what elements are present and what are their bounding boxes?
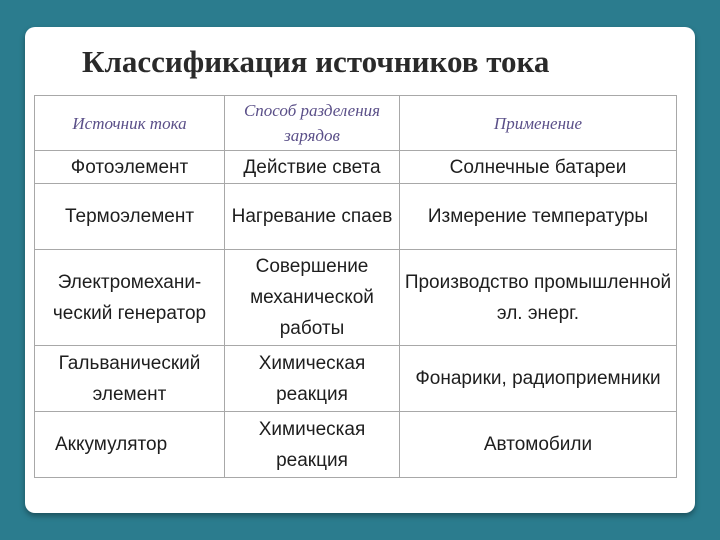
table-row — [35, 412, 677, 478]
cell-method: Химическая реакция — [225, 412, 400, 478]
header-method: Способ разделения зарядов — [225, 96, 400, 151]
header-application: Применение — [400, 96, 677, 151]
classification-table — [34, 95, 677, 478]
slide-title: Классификация источников тока — [82, 44, 550, 79]
header-source: Источник тока — [35, 96, 225, 151]
cell-application: Фонарики, радиоприемники — [400, 346, 677, 412]
cell-method: Действие света — [225, 151, 400, 184]
cell-application: Солнечные батареи — [400, 151, 677, 184]
cell-application: Измерение температуры — [400, 184, 677, 250]
cell-method: Химическая реакция — [225, 346, 400, 412]
cell-source: Электромехани-ческий генератор — [35, 250, 225, 346]
table-row — [35, 346, 677, 412]
slide-card — [25, 27, 695, 513]
cell-application: Производство промышленной эл. энерг. — [400, 250, 677, 346]
table-row — [35, 151, 677, 184]
cell-method: Совершение механической работы — [225, 250, 400, 346]
table-header-row — [35, 96, 677, 151]
cell-application: Автомобили — [400, 412, 677, 478]
cell-source: Термоэлемент — [35, 184, 225, 250]
table-row — [35, 184, 677, 250]
cell-source: Аккумулятор — [35, 412, 225, 478]
cell-source: Гальванический элемент — [35, 346, 225, 412]
cell-method: Нагревание спаев — [225, 184, 400, 250]
cell-source: Фотоэлемент — [35, 151, 225, 184]
table-row — [35, 250, 677, 346]
